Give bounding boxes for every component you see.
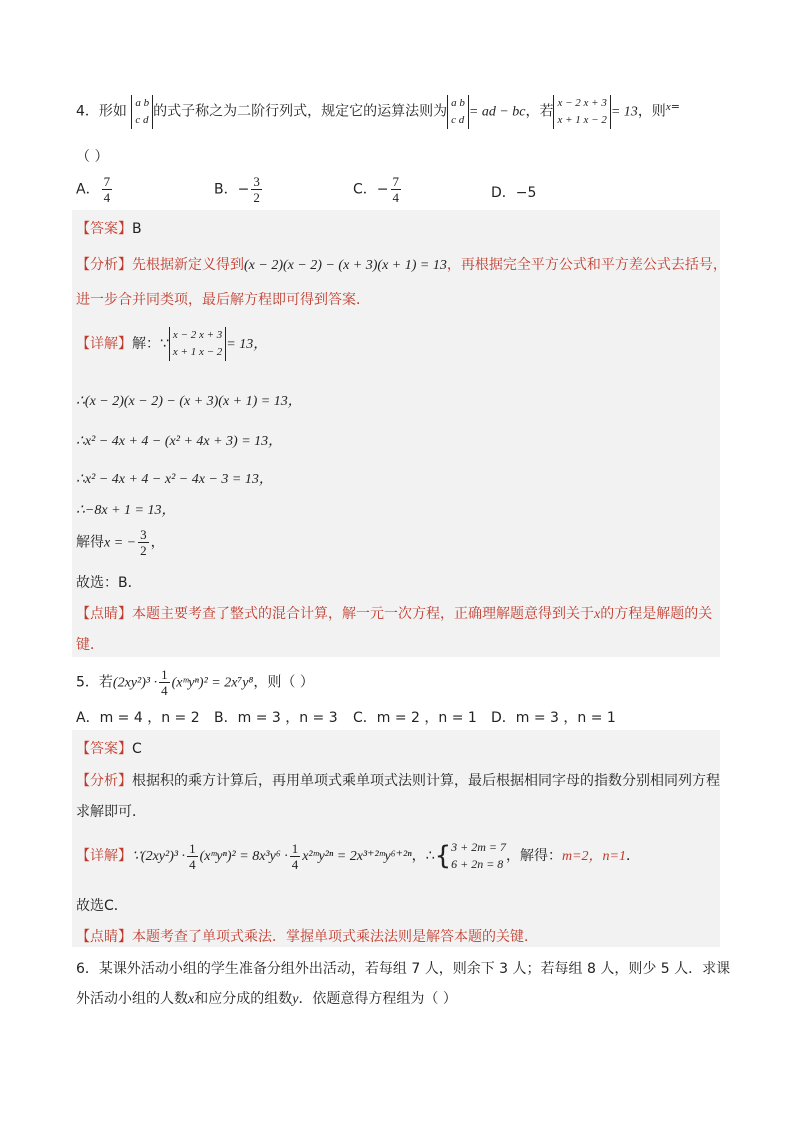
- q5-analysis-line-1: 【分析】根据积的乘方计算后，再用单项式乘单项式法则计算，最后根据相同字母的指数分别相同列方程: [76, 773, 720, 789]
- q4-solve-line: 解得x = − $\frac{3}{2}$ ，: [76, 527, 165, 558]
- q5-stem-fraction: $\frac{1}{4}$: [161, 667, 168, 698]
- q4-determinant-general: a b c d: [131, 95, 153, 129]
- q4-stem: [76, 89, 680, 131]
- q4-comment-line-1: 【点睛】本题主要考查了整式的混合计算，解一元一次方程，正确理解题意得到关于x的方程是解题的关: [76, 606, 713, 622]
- q5-answer-value: C: [132, 741, 142, 757]
- q5-comment-tag: 【点睛】: [76, 929, 132, 945]
- q4-rule-expression: = ad − bc: [468, 104, 526, 120]
- q6-line-2: 外活动小组的人数x和应分成的组数y．依题意得方程组为（ ）: [76, 991, 457, 1007]
- q4-option-c-fraction: $\frac{7}{4}$: [392, 174, 400, 205]
- q5-analysis-tag: 【分析】: [76, 773, 132, 789]
- q5-detail-tag: 【详解】: [76, 848, 132, 864]
- q4-analysis-line-2: 进一步合并同类项，最后解方程即可得到答案．: [76, 292, 370, 308]
- q4-choice: 故选：B．: [76, 575, 142, 591]
- q4-answer: [76, 218, 142, 238]
- q4-option-a-fraction: $\frac{7}{4}$: [103, 174, 111, 205]
- q4-analysis-tag: 【分析】: [76, 257, 132, 273]
- q4-answer-value: B: [132, 221, 142, 237]
- q5-detail-line: 【详解】∵(2xy²)³ · $\frac{1}{4}$ (xᵐyⁿ)² = 8x³y⁶ · $\frac{1}{4}$ x²ᵐy²ⁿ = 2x³⁺²ᵐy⁶⁺²ⁿ，∴{ 3 + 2m = 7 6 + 2n = 8 ，解得：m=2，n=1．: [76, 840, 640, 872]
- q4-step-3: ∴x² − 4x + 4 − x² − 4x − 3 = 13，: [76, 472, 273, 487]
- q4-comment-tag: 【点睛】: [76, 606, 132, 622]
- q4-text-a: 形如: [98, 103, 127, 120]
- q5-option-b: B．m = 3 ，n = 3: [214, 710, 338, 726]
- q4-determinant-rule: a b c d: [447, 95, 469, 129]
- q4-text-d: ，则: [637, 103, 666, 120]
- q5-analysis-line-2: 求解即可．: [76, 804, 146, 820]
- q4-step-2: ∴x² − 4x + 4 − (x² + 4x + 3) = 13，: [76, 434, 283, 449]
- q4-text-c: ，若: [525, 103, 554, 120]
- q4-option-a: A． $\frac{7}{4}$: [76, 174, 111, 205]
- q4-number: 4．: [76, 103, 99, 120]
- q4-determinant-condition: x − 2 x + 3 x + 1 x − 2: [553, 95, 610, 129]
- q5-stem: 5．若(2xy²)³ · $\frac{1}{4}$ (xᵐyⁿ)² = 2x⁷y⁸，则（ ）: [76, 667, 314, 698]
- q4-text-b: 的式子称之为二阶行列式，规定它的运算法则为: [153, 103, 448, 120]
- q4-step-4: ∴−8x + 1 = 13，: [76, 503, 176, 518]
- q4-step-1: ∴(x − 2)(x − 2) − (x + 3)(x + 1) = 13，: [76, 394, 302, 409]
- q5-option-a: A．m = 4 ，n = 2: [76, 710, 200, 726]
- q4-option-b: B．− $\frac{3}{2}$: [214, 174, 260, 205]
- q4-answer-tag: 【答案】: [76, 221, 132, 237]
- q4-solve-fraction: $\frac{3}{2}$: [140, 527, 147, 558]
- q4-var-x: x: [665, 101, 671, 113]
- q5-equation-system: 3 + 2m = 7 6 + 2n = 8: [451, 840, 506, 871]
- q4-detail-tag: 【详解】: [76, 336, 132, 352]
- q4-option-c: C．− $\frac{7}{4}$: [353, 174, 400, 205]
- q4-option-b-fraction: $\frac{3}{2}$: [253, 174, 260, 205]
- q5-comment: 【点睛】本题考查了单项式乘法．掌握单项式乘法法则是解答本题的关键．: [76, 929, 538, 945]
- q4-detail-line-1: 【详解】解：∵ x − 2 x + 3 x + 1 x − 2 = 13，: [76, 326, 267, 363]
- q5-answer: [76, 738, 142, 758]
- q5-answer-tag: 【答案】: [76, 741, 132, 757]
- q6-line-1: 6．某课外活动小组的学生准备分组外出活动，若每组 7 人，则余下 3 人；若每组 8 人，则少 5 人．求课: [76, 961, 731, 977]
- q4-detail-determinant: x − 2 x + 3 x + 1 x − 2: [169, 327, 226, 361]
- q4-option-d: D．−5: [491, 185, 537, 201]
- q4-comment-line-2: 键．: [76, 637, 104, 653]
- q4-analysis-line-1: 【分析】先根据新定义得到(x − 2)(x − 2) − (x + 3)(x + 1) = 13，再根据完全平方公式和平方差公式去括号，: [76, 257, 727, 273]
- q4-answer-paren: （ ）: [76, 149, 109, 165]
- q4-equals-13: = 13: [610, 104, 638, 120]
- q5-option-d: D．m = 3 ，n = 1: [491, 710, 616, 726]
- q5-choice: 故选C．: [76, 898, 128, 914]
- q5-option-c: C．m = 2 ，n = 1: [353, 710, 477, 726]
- q4-text-e: =: [670, 100, 680, 113]
